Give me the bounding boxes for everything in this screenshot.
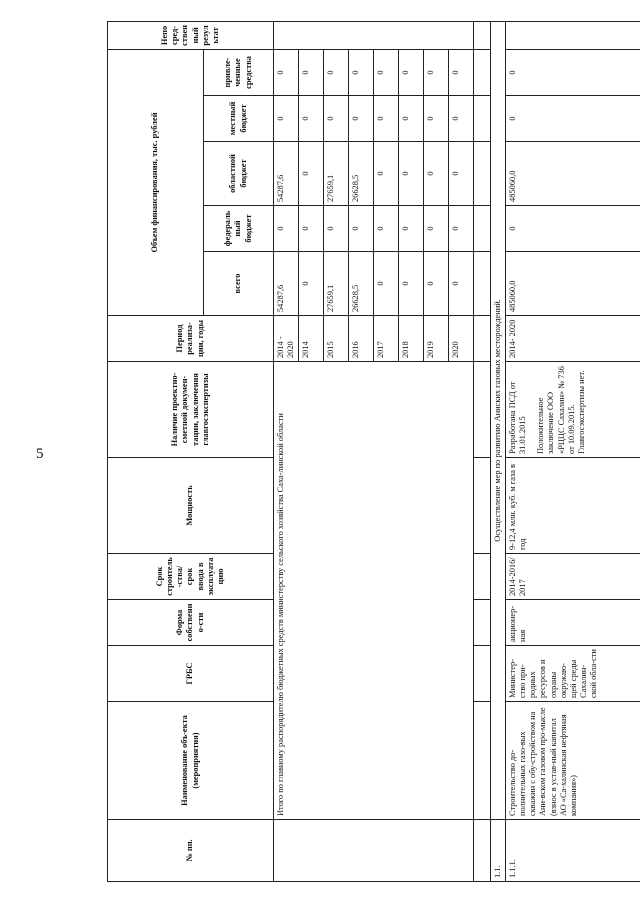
design-docs-line-2: Положительное заключение ООО «РЦЦС Сахалин» № 736 от 10.09.2015. Главгосэкспертизы нет. [536,366,586,454]
total-period: 2014 [299,316,324,362]
header-design-docs: Наличие проектно-сметной докумен-тации, заключения главгосэкспертизы [108,362,274,458]
header-name: Наименование объ-екта (мероприятия) [108,702,274,820]
header-grbs: ГРБС [108,646,274,702]
header-build-period: Срок строитель-ства/срок ввода в эксплуатацию [108,554,274,600]
total-local: 0 [274,96,299,142]
total-attracted: 0 [399,49,424,95]
total-sum: 54287,6 [274,252,299,316]
item-build-period: 2014-2016/ 2017 [506,554,640,600]
total-regional: 0 [424,142,449,206]
total-attracted: 0 [424,49,449,95]
total-regional: 26628,5 [349,142,374,206]
total-sum: 0 [424,252,449,316]
section-row [491,21,506,881]
blank-cell [474,820,491,882]
item-federal: 0 [506,206,640,252]
total-federal: 0 [324,206,349,252]
section-num: 1.1. [491,820,506,882]
header-num: № пп. [108,820,274,882]
header-finance: Объем финансирования, тыс. рублей [108,49,204,315]
finance-table [107,21,640,882]
item-ownership: акционер-ная [506,600,640,646]
total-attracted: 0 [449,49,474,95]
rotated-table-wrapper [107,22,637,882]
total-num-cell [274,820,474,882]
item-design-docs [506,362,640,458]
total-regional: 0 [299,142,324,206]
item-attracted: 0 [506,49,640,95]
total-period: 2017 [374,316,399,362]
total-result [274,21,474,49]
page-number: 5 [36,446,44,462]
total-local: 0 [374,96,399,142]
header-attracted: привле-ченные средства [204,49,274,95]
total-attracted: 0 [324,49,349,95]
total-regional: 0 [399,142,424,206]
section-title: Осуществление мер по развитию Аниских газовых месторождений. [491,21,506,819]
total-federal: 0 [349,206,374,252]
total-sum: 0 [374,252,399,316]
total-local: 0 [349,96,374,142]
item-name: Строительство до-полнительных газо-вых скважин с обу-стройством на Ани-вском газовом про-мысле (взнос в устав-ный капитал АО «Са-халинская нефтяная компания») [506,702,640,820]
item-total: 485060,0 [506,252,640,316]
header-ownership: Форма собственно-сти [108,600,274,646]
table-row [506,21,640,881]
header-result: Непосред-ственный результат [108,21,274,49]
total-local: 0 [324,96,349,142]
item-capacity: 9-12,4 млн. куб. м газа в год [506,458,640,554]
item-num: 1.1.1. [506,820,640,882]
total-period: 2016 [349,316,374,362]
header-capacity: Мощность [108,458,274,554]
total-federal: 0 [399,206,424,252]
item-regional: 485060,0 [506,142,640,206]
item-local: 0 [506,96,640,142]
total-local: 0 [399,96,424,142]
total-federal: 0 [374,206,399,252]
total-period: 2020 [449,316,474,362]
table-row [474,21,491,881]
total-regional: 54287,6 [274,142,299,206]
total-attracted: 0 [349,49,374,95]
total-federal: 0 [424,206,449,252]
total-federal: 0 [274,206,299,252]
total-period: 2015 [324,316,349,362]
total-period: 2018 [399,316,424,362]
item-period: 2014- 2020 [506,316,640,362]
total-federal: 0 [449,206,474,252]
header-period: Период реализа-ции, годы [108,316,274,362]
total-label: Итого по главному распорядителю бюджетных средств министерству сельского хозяйства Саха-линской области [274,362,474,820]
header-local: местный бюджет [204,96,274,142]
total-attracted: 0 [274,49,299,95]
total-federal: 0 [299,206,324,252]
total-sum: 0 [399,252,424,316]
total-local: 0 [424,96,449,142]
total-regional: 0 [374,142,399,206]
total-attracted: 0 [374,49,399,95]
total-sum: 26628,5 [349,252,374,316]
total-period: 2014 - 2020 [274,316,299,362]
total-local: 0 [449,96,474,142]
header-regional: областной бюджет [204,142,274,206]
total-sum: 0 [449,252,474,316]
header-total: всего [204,252,274,316]
total-regional: 0 [449,142,474,206]
total-sum: 27659,1 [324,252,349,316]
total-local: 0 [299,96,324,142]
item-grbs: Министер-ство при-родных ресурсов и охраны окружаю-щей среды Сахалин-ской обла-сти [506,646,640,702]
total-attracted: 0 [299,49,324,95]
total-period: 2019 [424,316,449,362]
total-regional: 27659,1 [324,142,349,206]
item-result [506,21,640,49]
total-sum: 0 [299,252,324,316]
design-docs-line: Разработана ПСД от 31.01.2015 [508,381,528,454]
table-row [274,21,299,881]
header-federal: федеральный бюджет [204,206,274,252]
